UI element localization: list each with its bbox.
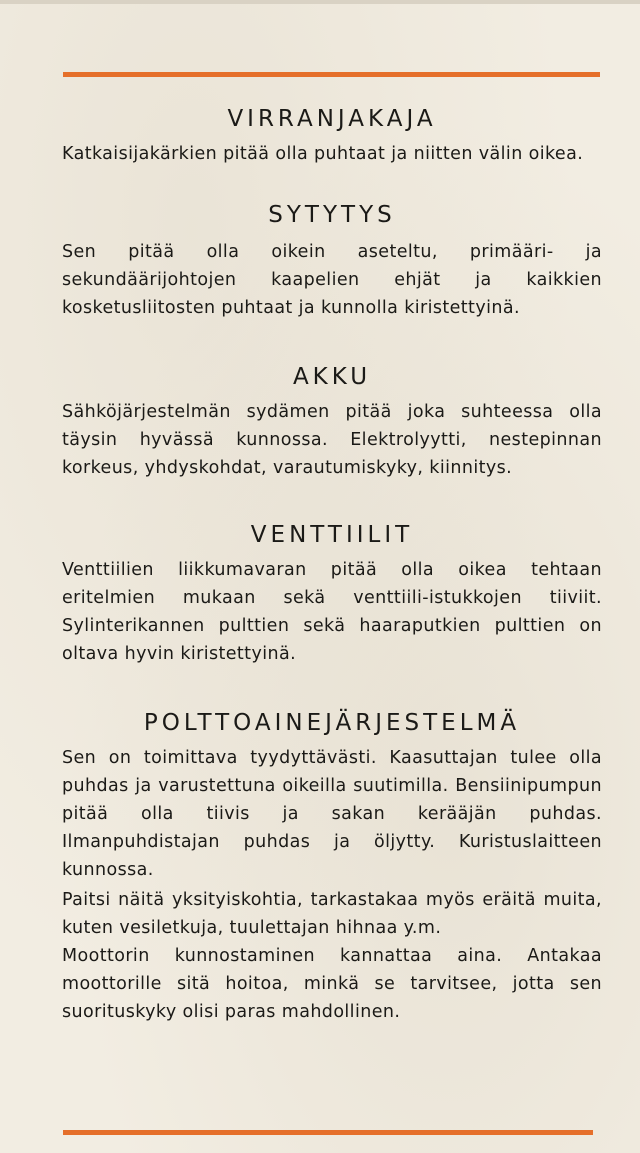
heading-venttiilit: VENTTIILIT xyxy=(250,522,414,548)
heading-polttoainejarjestelma: POLTTOAINEJÄRJESTELMÄ xyxy=(143,710,521,736)
paragraph-moottorin: Moottorin kunnostaminen kannattaa aina. Antakaa moottorille sitä hoitoa, minkä se tarvitsee, jotta sen suorituskyky olisi paras mahdollinen. xyxy=(62,946,602,1022)
paragraph-polttoainejarjestelma: Sen on toimittava tyydyttävästi. Kaasuttajan tulee olla puhdas ja varustettuna oikeilla suutimilla. Bensiinipumpun pitää olla tiivis ja sakan kerääjän puhdas. Ilmanpuhdistajan puhdas ja öljytty. Kuristuslaitteen kunnossa. xyxy=(62,748,602,880)
paragraph-venttiilit: Venttiilien liikkumavaran pitää olla oikea tehtaan eritelmien mukaan sekä venttiili-istukkojen tiiviit. Sylinterikannen pulttien sekä haaraputkien pulttien on oltava hyvin kiristettyinä. xyxy=(62,560,602,664)
heading-akku: AKKU xyxy=(292,364,372,390)
paragraph-paitsi: Paitsi näitä yksityiskohtia, tarkastakaa myös eräitä muita, kuten vesiletkuja, tuulettajan hihnaa y.m. xyxy=(62,890,602,938)
paragraph-virranjakaja: Katkaisijakärkien pitää olla puhtaat ja niitten välin oikea. xyxy=(62,144,584,164)
page-top-edge xyxy=(0,0,640,4)
paragraph-sytytys: Sen pitää olla oikein aseteltu, primääri- ja sekundäärijohtojen kaapelien ehjät ja kaikkien kosketusliitosten puhtaat ja kunnolla kiristettyinä. xyxy=(62,242,602,318)
document-body xyxy=(62,98,602,1026)
heading-virranjakaja: VIRRANJAKAJA xyxy=(227,106,437,132)
top-orange-rule xyxy=(63,72,600,77)
paragraph-akku: Sähköjärjestelmän sydämen pitää joka suhteessa olla täysin hyvässä kunnossa. Elektrolyytti, nestepinnan korkeus, yhdyskohdat, varautumiskyky, kiinnitys. xyxy=(62,402,602,478)
bottom-orange-rule xyxy=(63,1130,593,1135)
heading-sytytys: SYTYTYS xyxy=(268,202,396,228)
